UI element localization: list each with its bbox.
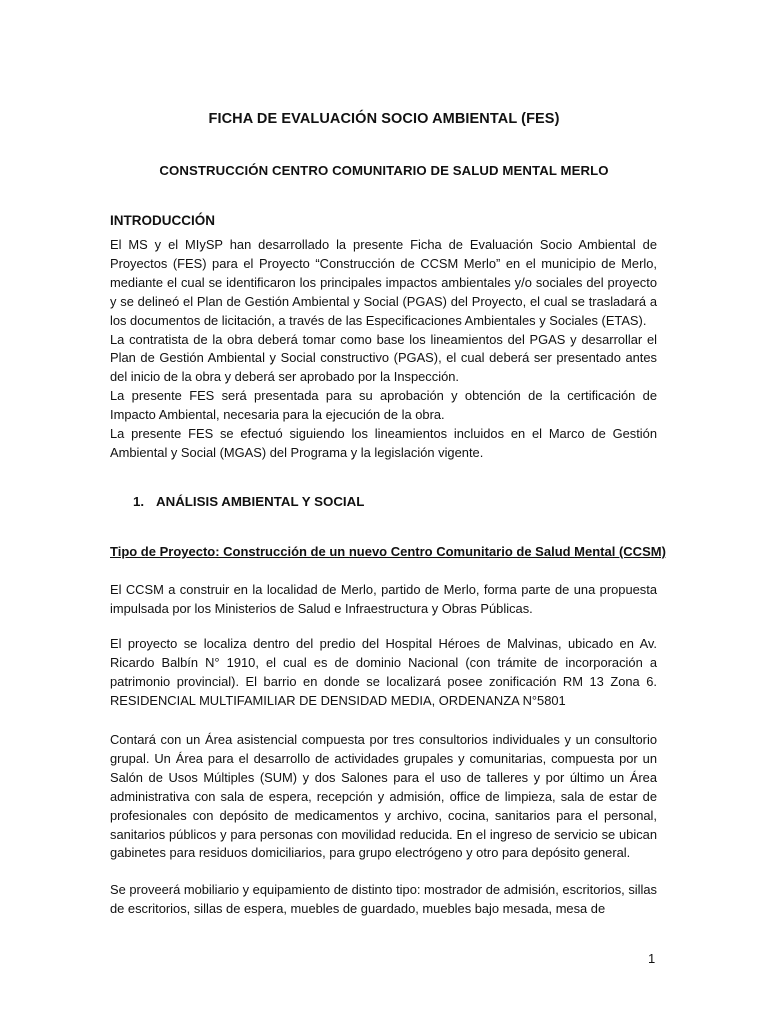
- document-subtitle: CONSTRUCCIÓN CENTRO COMUNITARIO DE SALUD MENTAL MERLO: [159, 163, 609, 178]
- section-number: 1.: [133, 494, 145, 509]
- body-paragraph: El proyecto se localiza dentro del predio del Hospital Héroes de Malvinas, ubicado en Av. Ricardo Balbín N° 1910, el cual es de dominio Nacional (con trámite de incorporación a patrimonio provincial). El barrio en donde se localizará posee zonificación RM 13 Zona 6. RESIDENCIAL MULTIFAMILIAR DE DENSIDAD MEDIA, ORDENANZA N°5801: [110, 636, 657, 708]
- body-paragraph: Contará con un Área asistencial compuesta por tres consultorios individuales y un consultorio grupal. Un Área para el desarrollo de actividades grupales y comunitarias, compuesta por un Salón de Usos Múltiples (SUM) y dos Salones para el uso de talleres y por último un Área administrativa con sala de espera, recepción y admisión, office de limpieza, sala de estar de profesionales con depósito de medicamentos y archivo, cocina, sanitarios para el personal, sanitarios públicos y para personas con movilidad reducida. En el ingreso de servicio se ubican gabinetes para residuos domiciliarios, para grupo electrógeno y otro para depósito general.: [110, 732, 657, 861]
- intro-paragraph: La contratista de la obra deberá tomar como base los lineamientos del PGAS y desarrollar el Plan de Gestión Ambiental y Social constructivo (PGAS), el cual deberá ser presentado antes del inicio de la obra y deberá ser aprobado por la Inspección.: [110, 331, 657, 385]
- section-title: ANÁLISIS AMBIENTAL Y SOCIAL: [156, 494, 365, 509]
- body-paragraph: El CCSM a construir en la localidad de Merlo, partido de Merlo, forma parte de una propuesta impulsada por los Ministerios de Salud e Infraestructura y Obras Públicas.: [110, 582, 657, 616]
- intro-text: [110, 236, 657, 463]
- page-number: 1: [648, 951, 656, 966]
- section-heading: [133, 494, 364, 509]
- intro-paragraph: La presente FES se efectuó siguiendo los lineamientos incluidos en el Marco de Gestión Ambiental y Social (MGAS) del Programa y la legislación vigente.: [110, 426, 657, 460]
- body-paragraph: Se proveerá mobiliario y equipamiento de distinto tipo: mostrador de admisión, escritorios, sillas de escritorios, sillas de espera, muebles de guardado, muebles bajo mesada, mesa de: [110, 882, 657, 916]
- intro-paragraph: La presente FES será presentada para su aprobación y obtención de la certificación de Impacto Ambiental, necesaria para la ejecución de la obra.: [110, 388, 657, 423]
- document-title: FICHA DE EVALUACIÓN SOCIO AMBIENTAL (FES): [208, 111, 560, 127]
- intro-paragraph: El MS y el MIySP han desarrollado la presente Ficha de Evaluación Socio Ambiental de Proyectos (FES) para el Proyecto “Construcción de CCSM Merlo” en el municipio de Merlo, mediante el cual se identificaron los principales impactos ambientales y/o sociales del proyecto y se delineó el Plan de Gestión Ambiental y Social (PGAS) del Proyecto, el cual se trasladará a los documentos de licitación, a través de las Especificaciones Ambientales y Sociales (ETAS).: [110, 237, 657, 328]
- intro-heading: INTRODUCCIÓN: [110, 213, 215, 228]
- project-type-heading: Tipo de Proyecto: Construcción de un nuevo Centro Comunitario de Salud Mental (CCSM): [110, 544, 666, 559]
